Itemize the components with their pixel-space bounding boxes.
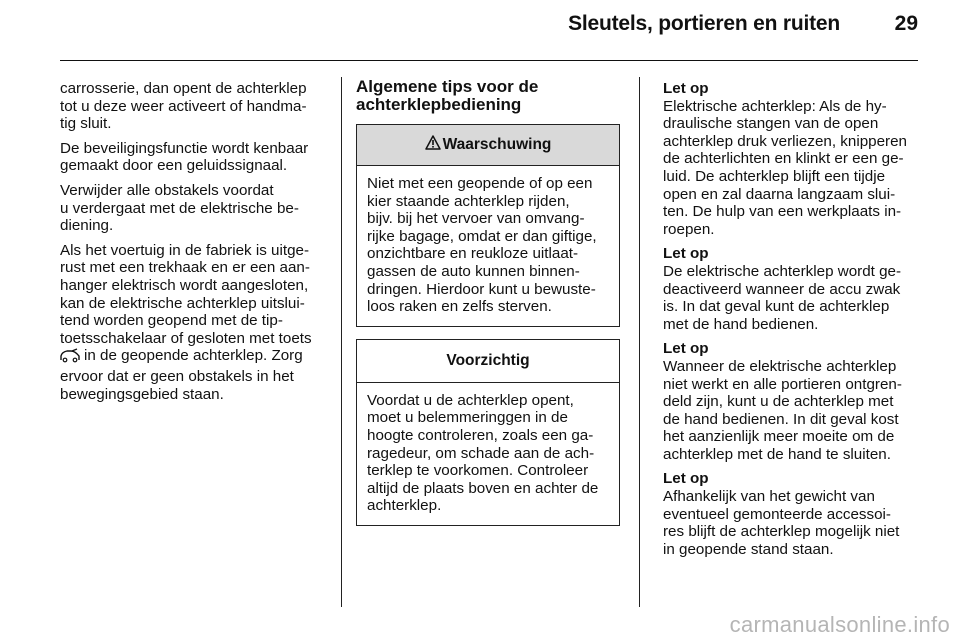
caution-header xyxy=(357,340,619,383)
column-divider-right xyxy=(639,77,640,607)
note-label: Let op xyxy=(663,80,709,97)
caution-title: Voorzichtig xyxy=(446,351,530,369)
note-text: Wanneer de elektrische achterklep niet werkt en alle portieren ontgren- deld zijn, kunt u de achterklep met de hand bedienen. In dit geval kost het aanzienlijk meer moeite om de achterklep met de hand te sluiten. xyxy=(663,357,902,463)
note xyxy=(663,470,925,558)
note-text: De elektrische achterklep wordt ge- deactiveerd wanneer de accu zwak is. In dat geval kunt de achterklep met de hand bedienen. xyxy=(663,262,902,333)
icon-line xyxy=(60,347,303,364)
column-divider-left xyxy=(341,77,342,607)
note-text: Afhankelijk van het gewicht van eventueel gemonteerde accessoi- res blijft de achterklep mogelijk niet in geopende stand staan. xyxy=(663,488,900,558)
note xyxy=(663,245,925,333)
paragraph-tail: ervoor dat er geen obstakels in het bewegingsgebied staan. xyxy=(60,367,294,403)
caution-box xyxy=(356,339,620,526)
paragraph-text: Als het voertuig in de fabriek is uitge- rust met een trekhaak en er een aan- hanger elektrisch wordt aangesloten, kan de elektrische achterklep uitslui- tend worden geopend met de tip- toetsschakelaar of gesloten met toets xyxy=(60,241,312,347)
warning-header xyxy=(357,125,619,166)
note xyxy=(663,340,925,463)
note-label: Let op xyxy=(663,340,709,358)
paragraph: Verwijder alle obstakels voordat u verdergaat met de elektrische be- diening. xyxy=(60,181,299,235)
paragraph: De beveiligingsfunctie wordt kenbaar gemaakt door een geluidssignaal. xyxy=(60,139,309,175)
column-right xyxy=(663,80,925,565)
note-label: Let op xyxy=(663,470,709,488)
column-middle xyxy=(356,78,624,538)
note xyxy=(663,80,925,238)
watermark: carmanualsonline.info xyxy=(729,612,950,637)
note-label: Let op xyxy=(663,245,709,263)
note-text: Elektrische achterklep: Als de hy- draulische stangen van de open achterklep druk verliezen, knipperen de achterlichten en klinkt er een ge- luid. De achterklep blijft een tijdje open en zal daarna langzaam slui- ten. De hulp van een werkplaats in- roepen. xyxy=(663,97,907,238)
car-tailgate-icon xyxy=(60,348,80,368)
section-heading: Algemene tips voor de achterklepbediening xyxy=(356,77,539,114)
paragraph: carrosserie, dan opent de achterklep tot u deze weer activeert of handma- tig sluit. xyxy=(60,80,307,133)
warning-triangle-icon xyxy=(425,135,441,155)
page-title: Sleutels, portieren en ruiten xyxy=(568,12,840,35)
paragraph-text-continued: in de geopende achterklep. Zorg xyxy=(84,347,303,365)
warning-box xyxy=(356,124,620,327)
caution-text: Voordat u de achterklep opent, moet u belemmeringgen in de hoogte controleren, zoals een ga- ragedeur, om schade aan de ach- terklep te voorkomen. Controleer altijd de plaats boven en achter de achterklep. xyxy=(367,391,599,515)
header-divider xyxy=(60,60,918,61)
warning-title: Waarschuwing xyxy=(442,136,552,154)
paragraph xyxy=(60,242,330,403)
column-left xyxy=(60,80,330,403)
page-number: 29 xyxy=(894,12,918,35)
warning-text: Niet met een geopende of op een kier staande achterklep rijden, bijv. bij het vervoer van omvang- rijke bagage, omdat er dan giftige, onzichtbare en reukloze uitlaat- gassen de auto kunnen binnen- dringen. Hierdoor kunt u bewuste- loos raken en zelfs sterven. xyxy=(367,175,597,316)
